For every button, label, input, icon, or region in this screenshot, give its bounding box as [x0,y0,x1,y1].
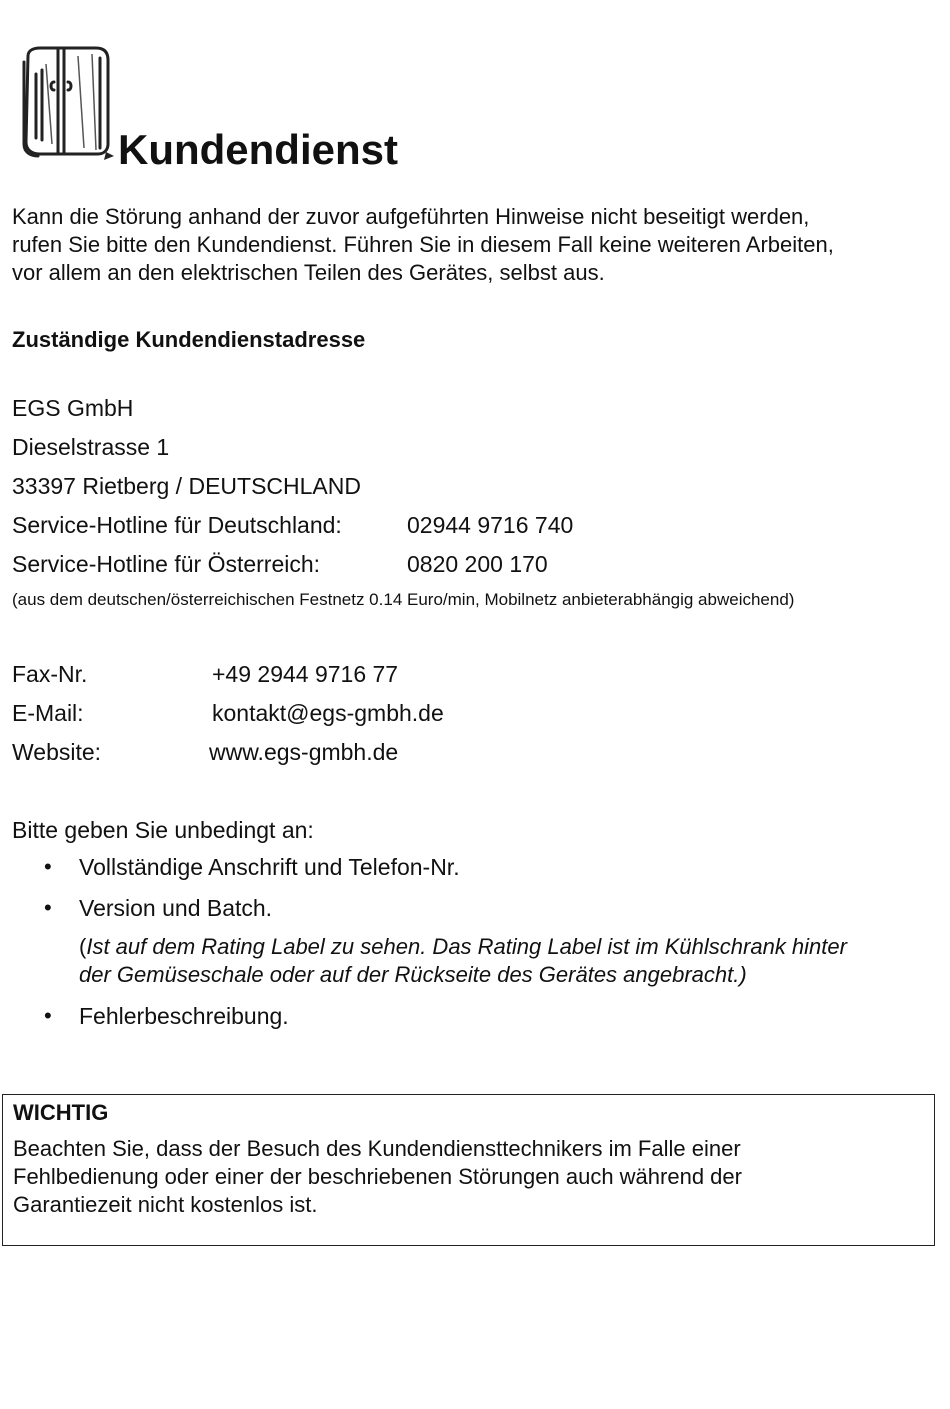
list-item [0,853,940,881]
website-label: Website: [12,739,102,765]
website-link[interactable]: www.egs-gmbh.de [209,739,399,765]
list-item-text: Fehlerbeschreibung. [79,1003,289,1029]
city-country: 33397 Rietberg / DEUTSCHLAND [12,473,361,499]
warning-line: Fehlbedienung oder einer der beschriebenen Störungen auch während der [13,1164,742,1189]
warning-title: WICHTIG [13,1100,109,1125]
hotline-de-label: Service-Hotline für Deutschland: [12,512,342,538]
warning-text [13,1135,913,1219]
info-list [0,853,940,1030]
hotline-de-number: 02944 9716 740 [407,512,574,538]
list-item-note [0,933,940,989]
intro-line: Kann die Störung anhand der zuvor aufgeführten Hinweise nicht beseitigt werden, [12,204,810,229]
note-line: der Gemüseschale oder auf der Rückseite des Gerätes angebracht.) [79,962,747,987]
fax-number: +49 2944 9716 77 [212,661,399,687]
address-heading: Zuständige Kundendienstadresse [12,327,366,352]
list-item-text: Vollständige Anschrift und Telefon-Nr. [79,854,460,880]
note-open-paren: ( [79,934,87,959]
bullet-icon: • [44,895,52,920]
hotline-at-number: 0820 200 170 [407,551,548,577]
warning-line: Beachten Sie, dass der Besuch des Kundendiensttechnikers im Falle einer [13,1136,741,1161]
hotline-at-label: Service-Hotline für Österreich: [12,551,321,577]
fax-label: Fax-Nr. [12,661,88,687]
bullet-icon: • [44,854,52,879]
intro-line: vor allem an den elektrischen Teilen des Gerätes, selbst aus. [12,260,605,285]
company-name: EGS GmbH [12,395,134,421]
bullet-icon: • [44,1003,52,1028]
email-label: E-Mail: [12,700,84,726]
fridge-icon [18,44,114,162]
warning-box [2,1094,935,1246]
note-line: Ist auf dem Rating Label zu sehen. Das Rating Label ist im Kühlschrank hinter [86,934,847,959]
cost-note: (aus dem deutschen/österreichischen Festnetz 0.14 Euro/min, Mobilnetz anbieterabhängig abweichend) [12,590,795,609]
warning-line: Garantiezeit nicht kostenlos ist. [13,1192,318,1217]
info-intro: Bitte geben Sie unbedingt an: [12,817,314,843]
street-address: Dieselstrasse 1 [12,434,170,460]
email-link[interactable]: kontakt@egs-gmbh.de [212,700,444,726]
list-item [0,894,940,922]
page-title: Kundendienst [118,126,398,173]
intro-paragraph [12,203,932,287]
list-item [0,1002,940,1030]
list-item-text: Version und Batch. [79,895,273,921]
intro-line: rufen Sie bitte den Kundendienst. Führen Sie in diesem Fall keine weiteren Arbeiten, [12,232,834,257]
